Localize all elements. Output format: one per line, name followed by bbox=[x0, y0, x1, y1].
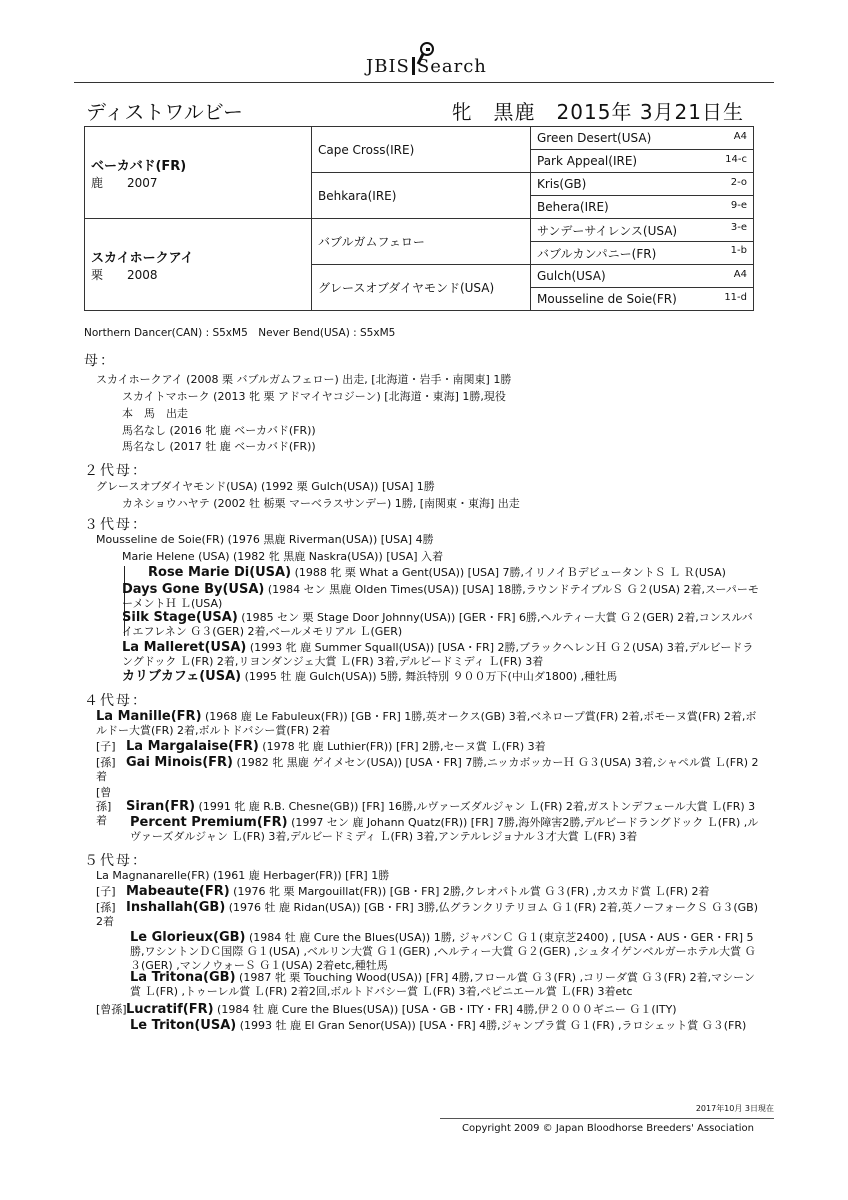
list-item: 本 馬 出走 bbox=[122, 407, 188, 420]
horse-record: (1985 セン 栗 Stage Door Johnny(USA)) [GER・FR] 6勝,ヘルティー大賞 Ｇ２(GER) 2着,コンスルバイエフレネン Ｇ３(GER) 2着,ベールメモリアル Ｌ(GER) bbox=[122, 611, 753, 638]
sire-name: ベーカバド(FR) bbox=[91, 158, 187, 174]
horse-name: Le Triton(USA) bbox=[130, 1018, 237, 1033]
horse-name: カリブカフェ(USA) bbox=[122, 669, 242, 684]
jbis-logo bbox=[360, 40, 500, 84]
horse-record: (1993 牝 鹿 Summer Squall(USA)) [USA・FR] 2勝,ブラックヘレンＨ Ｇ２(USA) 3着,デルビードラングドック Ｌ(FR) 2着,リヨンダンジェ大賞 Ｌ(FR) 3着,デルビードミディ Ｌ(FR) 3着 bbox=[122, 641, 754, 668]
sire-dam: Behkara(IRE) bbox=[312, 173, 531, 219]
horse-name: Percent Premium(FR) bbox=[130, 815, 288, 830]
horse-name: Gai Minois(FR) bbox=[126, 755, 233, 770]
dam-name: スカイホークアイ bbox=[91, 250, 194, 266]
horse-record: (1987 牝 栗 Touching Wood(USA)) [FR] 4勝,フロール賞 Ｇ３(FR) ,コリーダ賞 Ｇ３(FR) 2着,マシーン賞 Ｌ(FR) ,トゥーレル賞 Ｌ(FR) 2着2回,ボルトドバシー賞 Ｌ(FR) 3着,ペピニエール賞 Ｌ(FR) 3着etc bbox=[130, 971, 755, 998]
horse-name: La Margalaise(FR) bbox=[126, 739, 259, 754]
horse-record: (1984 牡 鹿 Cure the Blues(USA)) 1勝, ジャパンＣ Ｇ１(東京芝2400) , [USA・AUS・GER・FR] 5勝,ワシントンＤＣ国際 Ｇ１(USA) ,ベルリン大賞 Ｇ１(GER) ,ヘルティー大賞 Ｇ２(GER) ,シュタイゲンベルガーホテル大賞 Ｇ３(GER) ,マンノウォーＳ Ｇ１(USA) 2着etc,種牡馬 bbox=[130, 931, 756, 972]
footer-rule bbox=[440, 1118, 774, 1119]
horse-record: (1991 牝 鹿 R.B. Chesne(GB)) [FR] 16勝,ルヴァーズダルジャン Ｌ(FR) 2着,ガストンデフェール大賞 Ｌ(FR) 3着 bbox=[96, 800, 756, 827]
relation-tag: [孫] bbox=[96, 756, 116, 769]
horse-record: (1993 牡 鹿 El Gran Senor(USA)) [USA・FR] 4勝,ジャンプラ賞 Ｇ１(FR) ,ラロシェット賞 Ｇ３(FR) bbox=[239, 1019, 747, 1032]
horse-record: (1988 牝 栗 What a Gent(USA)) [USA] 7勝,イリノイＢデビュータントＳ Ｌ Ｒ(USA) bbox=[294, 566, 726, 579]
horse-name: Lucratif(FR) bbox=[126, 1002, 214, 1017]
horse-record: (1968 鹿 Le Fabuleux(FR)) [GB・FR] 1勝,英オークス(GB) 3着,ベネロープ賞(FR) 2着,ポモーヌ賞(FR) 2着,ボルドー大賞(FR) 2着,ボルトドバシー賞(FR) 2着 bbox=[96, 710, 757, 737]
horse-name: La Manille(FR) bbox=[96, 709, 202, 724]
horse-name: Mabeaute(FR) bbox=[126, 884, 230, 899]
horse-name: Silk Stage(USA) bbox=[122, 610, 238, 625]
horse-record: (1976 牡 鹿 Ridan(USA)) [GB・FR] 3勝,仏グランクリテリヨム Ｇ１(FR) 2着,英ノーフォークＳ Ｇ３(GB) 2着 bbox=[96, 901, 759, 928]
sire-cell bbox=[85, 127, 312, 219]
sire-sire: Cape Cross(IRE) bbox=[312, 127, 531, 173]
horse-name: ディストワルビー bbox=[86, 100, 243, 124]
list-item: 馬名なし (2016 牝 鹿 ベーカバド(FR)) bbox=[122, 424, 316, 437]
horse-name: La Malleret(USA) bbox=[122, 640, 247, 655]
dam-dam: グレースオブダイヤモンド(USA) bbox=[312, 265, 531, 311]
list-item: Marie Helene (USA) (1982 牝 黒鹿 Naskra(USA)) [USA] 入着 bbox=[122, 550, 444, 563]
relation-tag: [曾孫] bbox=[96, 786, 112, 813]
pedigree-table bbox=[84, 126, 754, 311]
pedigree-gp: Mousseline de Soie(FR) 11-d bbox=[531, 288, 754, 311]
logo-search: Search bbox=[416, 56, 487, 77]
horse-record: (1997 セン 鹿 Johann Quatz(FR)) [FR] 7勝,海外障害2勝,デルビードラングドック Ｌ(FR) ,ルヴァーズダルジャン Ｌ(FR) 3着,デルビードミディ Ｌ(FR) 3着,アンテルレジョナル３才大賞 Ｌ(FR) 3着 bbox=[130, 816, 759, 843]
section-dam: 母： bbox=[84, 353, 116, 369]
horse-name: La Tritona(GB) bbox=[130, 970, 236, 985]
list-item: グレースオブダイヤモンド(USA) (1992 栗 Gulch(USA)) [USA] 1勝 bbox=[96, 480, 435, 493]
horse-name: Rose Marie Di(USA) bbox=[148, 565, 292, 580]
list-item: Mousseline de Soie(FR) (1976 黒鹿 Riverman(USA)) [USA] 4勝 bbox=[96, 533, 434, 546]
dam-cell bbox=[85, 219, 312, 311]
horse-record: (1984 牡 鹿 Cure the Blues(USA)) [USA・GB・ITY・FR] 4勝,伊２０００ギニー Ｇ１(ITY) bbox=[217, 1003, 677, 1016]
pedigree-gp: Green Desert(USA) A4 bbox=[531, 127, 754, 150]
horse-name: Inshallah(GB) bbox=[126, 900, 226, 915]
list-item: La Magnanarelle(FR) (1961 鹿 Herbager(FR)) [FR] 1勝 bbox=[96, 869, 390, 882]
sire-detail: 鹿 2007 bbox=[91, 175, 158, 190]
horse-record: (1984 セン 黒鹿 Olden Times(USA)) [USA] 18勝,ラウンドテイブルＳ Ｇ２(USA) 2着,スーパーモーメントＨ Ｌ(USA) bbox=[122, 583, 759, 610]
as-of-date: 2017年10月 3日現在 bbox=[695, 1104, 774, 1113]
section-2nd-dam: ２代母： bbox=[84, 463, 148, 479]
horse-record: (1982 牝 黒鹿 ゲイメセン(USA)) [USA・FR] 7勝,ニッカボッカーＨ Ｇ３(USA) 3着,シャペル賞 Ｌ(FR) 2着 bbox=[96, 756, 759, 783]
header-rule bbox=[74, 82, 774, 83]
horse-record: (1976 牝 栗 Margouillat(FR)) [GB・FR] 2勝,クレオパトル賞 Ｇ３(FR) ,カスカド賞 Ｌ(FR) 2着 bbox=[233, 885, 710, 898]
section-5th-dam: ５代母： bbox=[84, 853, 148, 869]
pedigree-gp: Gulch(USA) A4 bbox=[531, 265, 754, 288]
pedigree-gp: Kris(GB) 2-o bbox=[531, 173, 754, 196]
horse-name: Le Glorieux(GB) bbox=[130, 930, 246, 945]
list-item: 馬名なし (2017 牡 鹿 ベーカバド(FR)) bbox=[122, 440, 316, 453]
copyright: Copyright 2009 © Japan Bloodhorse Breeders' Association bbox=[462, 1123, 754, 1134]
inbreeding-note: Northern Dancer(CAN) : S5xM5 Never Bend(USA) : S5xM5 bbox=[84, 327, 396, 339]
horse-name: Days Gone By(USA) bbox=[122, 582, 265, 597]
horse-record: (1978 牝 鹿 Luthier(FR)) [FR] 2勝,セーヌ賞 Ｌ(FR) 3着 bbox=[262, 740, 546, 753]
horse-record: (1995 牡 鹿 Gulch(USA)) 5勝, 舞浜特別 ９００万下(中山ダ1800) ,種牡馬 bbox=[244, 670, 618, 683]
list-item: スカイトマホーク (2013 牝 栗 アドマイヤコジーン) [北海道・東海] 1勝,現役 bbox=[122, 390, 506, 403]
pedigree-gp: バブルカンパニー(FR) 1-b bbox=[531, 242, 754, 265]
pedigree-gp: サンデーサイレンス(USA) 3-e bbox=[531, 219, 754, 242]
logo-jbis: JBIS bbox=[366, 56, 410, 77]
list-item: カネショウハヤテ (2002 牡 栃栗 マーベラスサンデー) 1勝, [南関東・東海] 出走 bbox=[122, 497, 520, 510]
section-4th-dam: ４代母： bbox=[84, 693, 148, 709]
pedigree-gp: Behera(IRE) 9-e bbox=[531, 196, 754, 219]
horse-name: Siran(FR) bbox=[126, 799, 196, 814]
pedigree-gp: Park Appeal(IRE) 14-c bbox=[531, 150, 754, 173]
dam-sire: バブルガムフェロー bbox=[312, 219, 531, 265]
horse-info: 牝 黒鹿 2015年 3月21日生 bbox=[451, 100, 744, 124]
relation-tag: [子] bbox=[96, 740, 116, 753]
dam-detail: 栗 2008 bbox=[91, 267, 158, 282]
list-item: スカイホークアイ (2008 栗 バブルガムフェロー) 出走, [北海道・岩手・南関東] 1勝 bbox=[96, 373, 512, 386]
section-3rd-dam: ３代母： bbox=[84, 517, 148, 533]
